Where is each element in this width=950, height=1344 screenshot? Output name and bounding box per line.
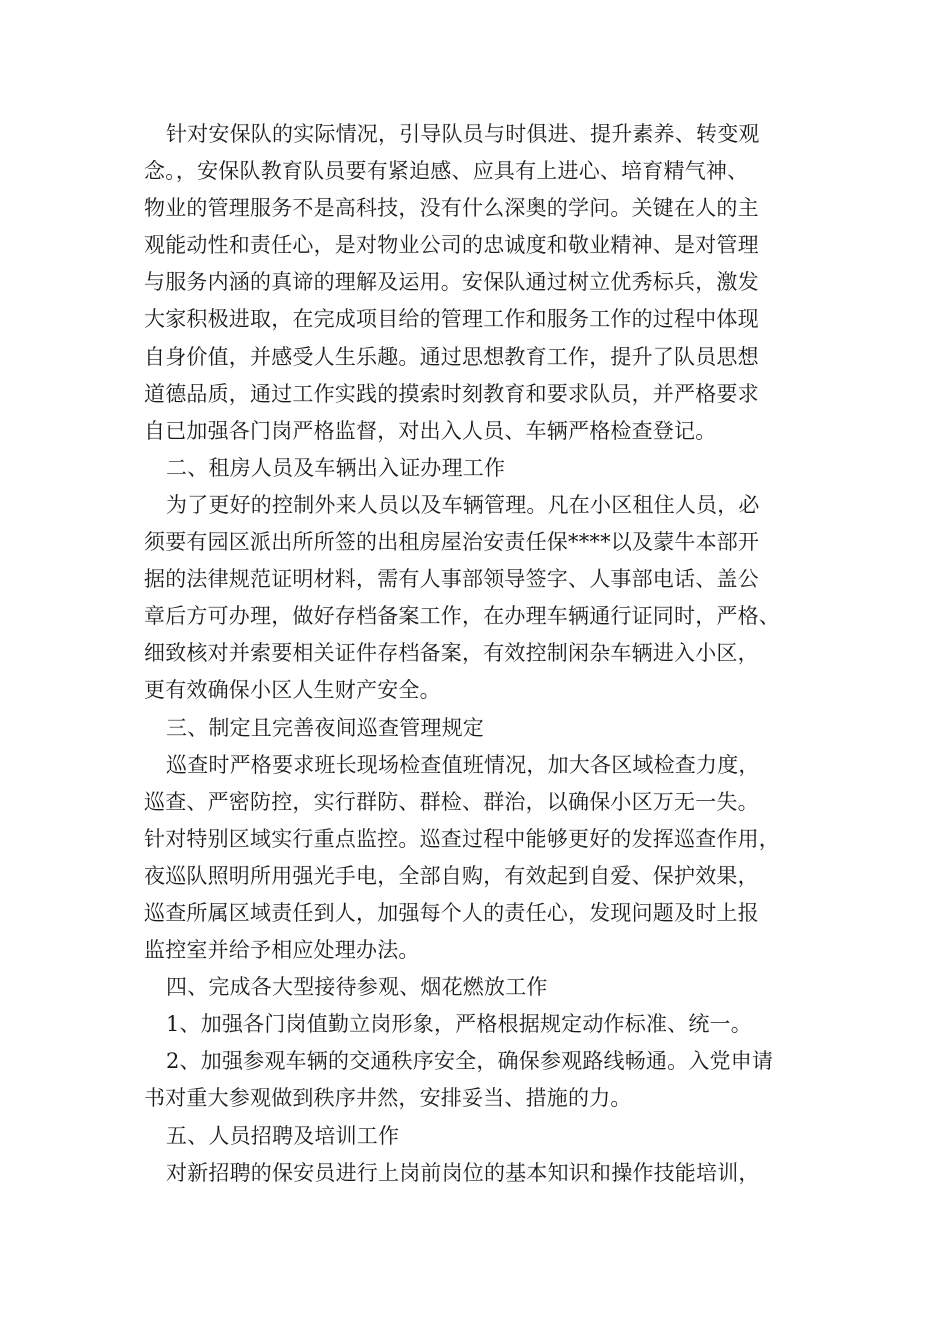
paragraph-line: 据的法律规范证明材料，需有人事部领导签字、人事部电话、盖公 [144, 567, 759, 592]
paragraph-line: 巡查所属区域责任到人，加强每个人的责任心，发现问题及时上报 [144, 900, 759, 925]
paragraph-line: 念。，安保队教育队员要有紧迫感、应具有上进心、培育精气神、 [144, 159, 749, 184]
paragraph-line: 为了更好的控制外来人员以及车辆管理。凡在小区租住人员，必 [166, 492, 760, 517]
paragraph-line: 针对安保队的实际情况，引导队员与时俱进、提升素养、转变观 [166, 122, 760, 146]
list-item: 1、加强各门岗值勤立岗形象，严格根据规定动作标准、统一。 [166, 1012, 752, 1037]
paragraph-line: 自身价值，并感受人生乐趣。通过思想教育工作，提升了队员思想 [144, 344, 759, 369]
paragraph-line: 观能动性和责任心，是对物业公司的忠诚度和敬业精神、是对管理 [144, 233, 759, 258]
section-heading: 三、制定且完善夜间巡查管理规定 [166, 715, 484, 740]
paragraph-line: 针对特别区域实行重点监控。巡查过程中能够更好的发挥巡查作用， [144, 826, 780, 851]
section-heading: 五、人员招聘及培训工作 [166, 1123, 400, 1148]
paragraph-line: 道德品质，通过工作实践的摸索时刻教育和要求队员，并严格要求 [144, 381, 759, 406]
document-body [144, 116, 824, 1192]
paragraph-line: 章后方可办理，做好存档备案工作，在办理车辆通行证同时，严格、 [144, 604, 780, 629]
paragraph-line: 夜巡队照明所用强光手电，全部自购，有效起到自爱、保护效果， [144, 863, 759, 888]
paragraph-line: 监控室并给予相应处理办法。 [144, 938, 420, 963]
paragraph-line: 书对重大参观做到秩序井然，安排妥当、措施的力。 [144, 1086, 632, 1111]
paragraph-line: 须要有园区派出所所签的出租房屋治安责任保****以及蒙牛本部开 [144, 530, 760, 555]
paragraph-line: 细致核对并索要相关证件存档备案，有效控制闲杂车辆进入小区， [144, 641, 759, 666]
paragraph-line: 更有效确保小区人生财产安全。 [144, 678, 441, 703]
paragraph-line: 与服务内涵的真谛的理解及运用。安保队通过树立优秀标兵，激发 [144, 270, 759, 295]
paragraph-line: 巡查、严密防控，实行群防、群检、群治，以确保小区万无一失。 [144, 789, 759, 814]
section-heading: 四、完成各大型接待参观、烟花燃放工作 [166, 975, 548, 1000]
paragraph-line: 物业的管理服务不是高科技，没有什么深奥的学问。关键在人的主 [144, 196, 759, 221]
paragraph-line: 自已加强各门岗严格监督，对出入人员、车辆严格检查登记。 [144, 418, 717, 443]
paragraph-line: 对新招聘的保安员进行上岗前岗位的基本知识和操作技能培训， [166, 1160, 760, 1185]
paragraph-line: 巡查时严格要求班长现场检查值班情况，加大各区域检查力度， [166, 752, 760, 777]
paragraph-line: 大家积极进取，在完成项目给的管理工作和服务工作的过程中体现 [144, 307, 759, 332]
section-heading: 二、租房人员及车辆出入证办理工作 [166, 455, 506, 480]
list-item: 2、加强参观车辆的交通秩序安全，确保参观路线畅通。入党申请 [166, 1049, 774, 1074]
